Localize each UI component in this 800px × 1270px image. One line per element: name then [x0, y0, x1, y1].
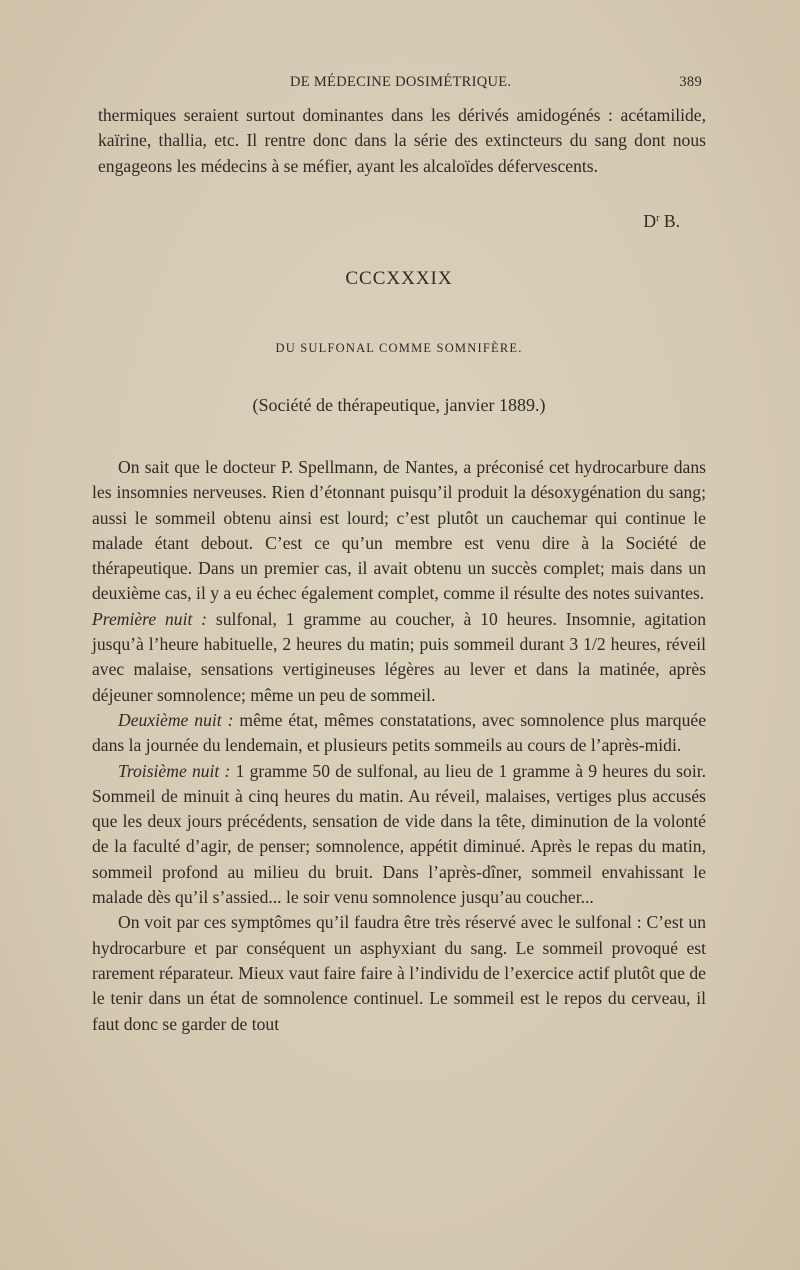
second-night-label: Deuxième nuit :: [118, 709, 234, 730]
article-body: [92, 455, 706, 1037]
second-night-text: même état, mêmes constatations, avec somnolence plus marquée dans la journée du lendemain, et plusieurs petits sommeils au cours de l’après-midi.: [92, 709, 707, 756]
page-number: 389: [679, 74, 702, 90]
chapter-number: CCCXXXIX: [345, 268, 453, 289]
first-night-text: sulfonal, 1 gramme au coucher, à 10 heures. Insomnie, agitation jusqu’à l’heure habituelle, 2 heures du matin; puis sommeil durant 3 1/2 heures, réveil avec malaise, sensations vertigineuses légères au lever et dans la matinée, après déjeuner somnolence; même un peu de sommeil.: [92, 608, 706, 705]
third-night-text: 1 gramme 50 de sulfonal, au lieu de 1 gramme à 9 heures du soir. Sommeil de minuit à cinq heures du matin. Au réveil, malaises, vertiges plus accusés que les deux jours précédents, sensation de vide dans la tête, diminution de la volonté de la faculté d’agir, de penser; somnolence, appétit diminué. Après le repas du matin, sommeil profond au milieu du bruit. Dans l’après-dîner, sommeil envahissant le malade dès qu’il s’assied... le soir venu somnolence jusqu’au coucher...: [92, 760, 706, 908]
first-night-label: Première nuit :: [92, 608, 208, 629]
running-title: DE MÉDECINE DOSIMÉTRIQUE.: [290, 74, 512, 90]
page-header: [92, 74, 706, 96]
continuation-paragraph: thermiques seraient surtout dominantes dans les dérivés amidogénés : acétamilide, kaïrine, thallia, etc. Il rentre donc dans la série des extincteurs du sang dont nous engageons les médecins à se méfier, ayant les alcaloïdes défervescents.: [98, 105, 706, 176]
signature-name: B.: [659, 211, 680, 231]
article-title: DU SULFONAL COMME SOMNIFÈRE.: [275, 341, 523, 355]
signature-superscript: r: [656, 213, 660, 224]
signature-prefix: D: [643, 211, 657, 231]
third-night-paragraph: [92, 759, 706, 911]
intro-text: On sait que le docteur P. Spellmann, de Nantes, a préconisé cet hydrocarbure dans les insomnies nerveuses. Rien d’étonnant puisqu’il produit la désoxygénation du sang; aussi le sommeil obtenu ainsi est lourd; c’est plutôt un cauchemar qui continue le malade étant debout. C’est ce qu’un membre est venu dire à la Société de thérapeutique. Dans un premier cas, il avait obtenu un succès complet; mais dans un deuxième cas, il y a eu échec également complet, comme il résulte des notes suivantes.: [92, 457, 706, 604]
article-source: (Société de thérapeutique, janvier 1889.): [252, 395, 546, 415]
third-night-label: Troisième nuit :: [118, 760, 231, 781]
intro-paragraph: [92, 455, 706, 708]
conclusion-paragraph: On voit par ces symptômes qu’il faudra être très réservé avec le sulfonal : C’est un hydrocarbure et par conséquent un asphyxiant du sang. Le sommeil provoqué est rarement réparateur. Mieux vaut faire faire à l’individu de l’exercice actif plutôt que de le tenir dans un état de somnolence continuel. Le sommeil est le repos du cerveau, il faut donc se garder de tout: [92, 912, 706, 1034]
author-signature: [643, 211, 680, 232]
second-night-paragraph: [92, 708, 706, 759]
previous-article-continuation: [98, 103, 706, 179]
